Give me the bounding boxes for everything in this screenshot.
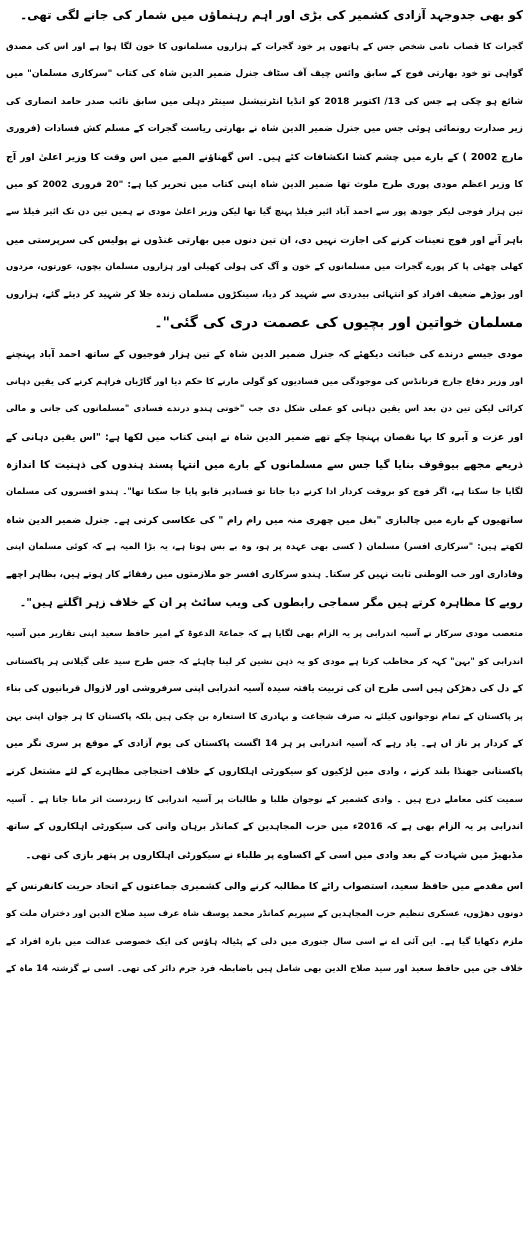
text-line: لکھتے ہیں: "سرکاری افسر) مسلمان ( کسی بھی عہدہ پر ہو، وہ بے بس ہوتا ہے، یہ بڑا المیہ ہے کہ کوئی مسلمان اپنی — [6, 542, 523, 553]
text-line: شائع ہو چکی ہے جس کی 13/ اکتوبر 2018 کو انڈیا انٹرنیشنل سینٹر دہلی میں سابق نائب صدر حامد انصاری کی — [6, 96, 523, 107]
text-line: ملزم دکھایا گیا ہے۔ این آئی اے نے اسی سال جنوری میں دلی کے پٹیالہ ہاؤس کی ایک خصوصی عدالت میں بارہ افراد کے — [6, 936, 523, 947]
text-line: مسلمان خواتین اور بچیوں کی عصمت دری کی گئی"۔ — [154, 314, 523, 331]
text-line: باہر آنے اور فوج تعینات کرنے کی اجازت نہیں دی، ان تین دنوں میں بھارتی غنڈوں نے پولیس کی سرپرستی میں — [6, 234, 523, 246]
text-line: ساتھیوں کے بارے میں چالبازی "بغل میں چھری منہ میں رام رام " کی عکاسی کرتی ہے۔ جنرل ضمیر الدین شاہ — [6, 514, 523, 526]
text-line: کا وزیر اعظم مودی پوری طرح ملوث تھا ضمیر الدین شاہ اپنی کتاب میں تحریر کیا ہے: "20 فروری 2002 کو میں — [6, 179, 523, 190]
text-line: کھلی چھٹی پا کر پورے گجرات میں مسلمانوں کے خون و آگ کی ہولی کھیلی اور ہزاروں مسلمان بچوں، عورتوں، مردوں — [6, 262, 523, 273]
text-line: اور وزیر دفاع جارج فرنانڈس کی موجودگی میں فسادیوں کو گولی مارنے کا حکم دیا اور گاڑیاں فراہم کرنے کی یقین دہانی — [6, 376, 523, 387]
text-line: کرائی لیکن تین دن بعد اس یقین دہانی کو عملی شکل دی جب "خونی ہندو درندے فسادی "مسلمانوں کی جانی و مالی — [6, 404, 523, 415]
paragraph-gujarat — [6, 34, 523, 338]
text-line: کے کردار پر ناز اں ہے۔ یاد رہے کہ آسیہ اندرابی پر ہر 14 اگست پاکستان کی یوم آزادی کے موقع پر سری نگر میں — [6, 739, 523, 750]
text-line: دونوں دھڑوں، عسکری تنظیم حزب المجاہدین کے سپریم کمانڈر محمد یوسف شاہ عرف سید صلاح الدین اور دختران ملت کو — [6, 909, 523, 919]
paragraph-case — [6, 873, 523, 983]
text-line: اندرابی پر یہ الزام بھی ہے کہ 2016ء میں حزب المجاہدین کے کمانڈر برہان وانی کی سیکورٹی اہلکاروں کے ساتھ — [6, 822, 523, 833]
paragraph-modi — [6, 341, 523, 617]
text-line: رویے کا مظاہرہ کرتے ہیں مگر سماجی رابطوں کی ویب سائٹ پر ان کے خلاف زہر اگلتے ہیں"۔ — [19, 596, 523, 610]
text-line: پاکستانی جھنڈا بلند کرنے ، وادی میں لڑکیوں کو سیکورٹی اہلکاروں کے خلاف احتجاجی مظاہرے کے لئے مشتعل کرنے — [6, 767, 523, 778]
text-line: اندرابی کو "بہن" کہہ کر مخاطب کرتا ہے مودی کو یہ ذہن نشین کر لینا چاہئے کہ جس طرح سید علی گیلانی ہر پاکستانی — [6, 656, 523, 667]
text-line: تین ہزار فوجی لیکر جودھ پور سے احمد آباد ائیر فیلڈ پہنچ گیا تھا لیکن وزیر اعلیٰ مودی نے ہمیں تین دن تک ائیر فیلڈ سے — [6, 207, 523, 218]
text-line: اور عزت و آبرو کا بہا نقصان پہنچا چکے تھے ضمیر الدین شاہ نے اپنی کتاب میں لکھا ہے: "اس یقین دہانی کے — [6, 431, 523, 443]
paragraph-intro — [6, 2, 523, 30]
text-line: مارچ 2002 ) کے بارے میں چشم کشا انکشافات کئے ہیں۔ اس گھناؤنے المیے میں اس وقت کا وزیر اعلیٰ اور آج — [6, 151, 523, 163]
text-line: وفاداری اور حب الوطنی ثابت نہیں کر سکتا۔ ہندو سرکاری افسر جو ملازمتوں میں رفقائے کار ہوتے ہیں، بظاہر اچھے — [6, 569, 523, 580]
text-line: کو بھی جدوجہد آزادی کشمیر کی بڑی اور اہم رہنماؤں میں شمار کی جانے لگی تھی۔ — [20, 8, 523, 22]
text-line: اس مقدمے میں حافظ سعید، استصواب رائے کا مطالبہ کرنے والی کشمیری جماعتوں کے اتحاد حریت کانفرنس کے — [6, 881, 523, 893]
text-line: مڈبھیڑ میں شہادت کے بعد وادی میں اسی کے اکساوے پر طلباء نے سیکورٹی اہلکاروں پر پتھر بازی کی تھی۔ — [25, 849, 523, 861]
text-line: پر پاکستان کے تمام نوجوانوں کیلئے نہ صرف شجاعت و بہادری کا استعارہ بن چکی ہیں بلکہ پاکستان کا ہر جوان اپنی بہن — [6, 711, 523, 722]
text-line: لگایا جا سکتا ہے، اگر فوج کو بروقت کردار ادا کرنے دیا جاتا تو فسادپر قابو پایا جا سکتا تھا"۔ ہندو افسروں کی مسلمان — [6, 487, 523, 498]
text-line: متعصب مودی سرکار نے آسیہ اندرابی پر یہ الزام بھی لگایا ہے کہ جماعۃ الدعوۃ کے امیر حافظ سعید اپنی تقاریر میں آسیہ — [6, 629, 523, 640]
paragraph-asiya-andrabi — [6, 621, 523, 869]
text-line: اور بوڑھے ضعیف افراد کو انتہائی بیدردی سے شہید کر دیا، سینکڑوں مسلمان زندہ جلا کر شہید کر دیئے گئے، ہزاروں — [6, 289, 523, 300]
text-line: سمیت کئی معاملے درج ہیں ۔ وادی کشمیر کے نوجوان طلبا و طالبات پر آسیہ اندرابی کا زبردست اثر مانا جاتا ہے ۔ آسیہ — [6, 794, 523, 805]
text-line: مودی جیسے درندے کی خباثت دیکھئے کہ جنرل ضمیر الدین شاہ کے تین ہزار فوجیوں کے ساتھ احمد آباد پہنچنے — [6, 349, 523, 361]
text-line: گجرات کا قصاب نامی شخص جس کے ہاتھوں پر خود گجرات کے ہزاروں مسلمانوں کا خون لگا ہوا ہے اور اس کی مصدق — [6, 41, 523, 52]
text-line: کے دل کی دھڑکن ہیں اسی طرح ان کی تربیت یافتہ سیدہ آسیہ اندرابی اپنی سرفروشی اور لازوال قربانیوں کی بناء — [6, 684, 523, 695]
text-line: ذریعے مجھے بیوقوف بنایا گیا جس سے مسلمانوں کے بارے میں انتہا پسند ہندوں کی ذہنیت کا اندازہ — [6, 458, 523, 471]
text-line: گواہی تو خود بھارتی فوج کے سابق وائس چیف آف سٹاف جنرل ضمیر الدین شاہ کی کتاب "سرکاری مسلمان" میں — [6, 69, 523, 80]
text-line: خلاف جن میں حافظ سعید اور سید صلاح الدین بھی شامل ہیں باضابطہ فرد جرم دائر کی تھی۔ اسی نے گزشتہ 14 ماہ کے — [6, 964, 523, 975]
text-line: زیر صدارت رونمائی ہوئی جس میں جنرل ضمیر الدین شاہ نے بھارتی ریاست گجرات کے مسلم کش فسادات (فروری — [6, 124, 523, 135]
